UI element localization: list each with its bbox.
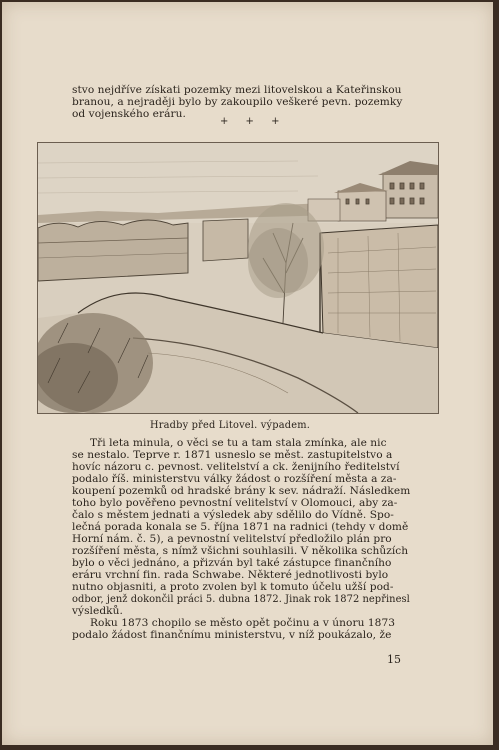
text-line: od vojenského eráru. [72,108,186,120]
text-line: rozšíření města, s nímž všichni souhlasili. V několika schůzích [72,545,409,557]
text-line: podalo říš. ministerstvu války žádost o rozšíření města a za- [72,473,397,485]
illustration-drawing [38,143,438,413]
page-number: 15 [387,653,401,666]
text-line: toho bylo pověřeno pevnostní velitelství v Olomouci, aby za- [72,497,398,509]
text-line: se nestalo. Teprve r. 1871 usneslo se měst. zastupitelstvo a [72,449,393,461]
text-line: podalo žádost finančnímu ministerstvu, v níž poukázalo, že [72,629,392,641]
text-line: bylo o věci jednáno, a přizván byl také zástupce finančního [72,557,392,569]
text-line: čalo s městem jednati a výsledek aby sdělilo do Vídně. Spo- [72,509,394,521]
text-line: branou, a nejraději bylo by zakoupilo veškeré pevn. pozemky [72,96,403,108]
text-line: hovíc názoru c. pevnost. velitelství a ck. ženijního ředitelství [72,461,400,473]
figure-caption: Hradby před Litovel. výpadem. [150,420,311,431]
text-line: stvo nejdříve získati pozemky mezi litovelskou a Kateřinskou [72,84,402,96]
text-line: nutno objasniti, a proto zvolen byl k tomuto účelu užší pod- [72,581,394,593]
text-line: výsledků. [72,605,123,617]
text-line: eráru vrchní fin. rada Schwabe. Některé jednotlivosti bylo [72,569,389,581]
book-page [2,2,493,745]
text-line: lečná porada konala se 5. října 1871 na radnici (tehdy v domě [72,521,409,533]
fortification-illustration [37,142,439,414]
section-separator: + + + [220,116,287,127]
text-line: Roku 1873 chopilo se město opět počinu a v únoru 1873 [90,617,396,629]
text-line: odbor, jenž dokončil práci 5. dubna 1872. Jinak rok 1872 nepřinesl [72,593,410,605]
text-line: Horní nám. č. 5), a pevnostní velitelství předložilo plán pro [72,533,392,545]
text-line: koupení pozemků od hradské brány k sev. nádraží. Následkem [72,485,411,497]
text-line: Tři leta minula, o věci se tu a tam stala zmínka, ale nic [90,437,387,449]
